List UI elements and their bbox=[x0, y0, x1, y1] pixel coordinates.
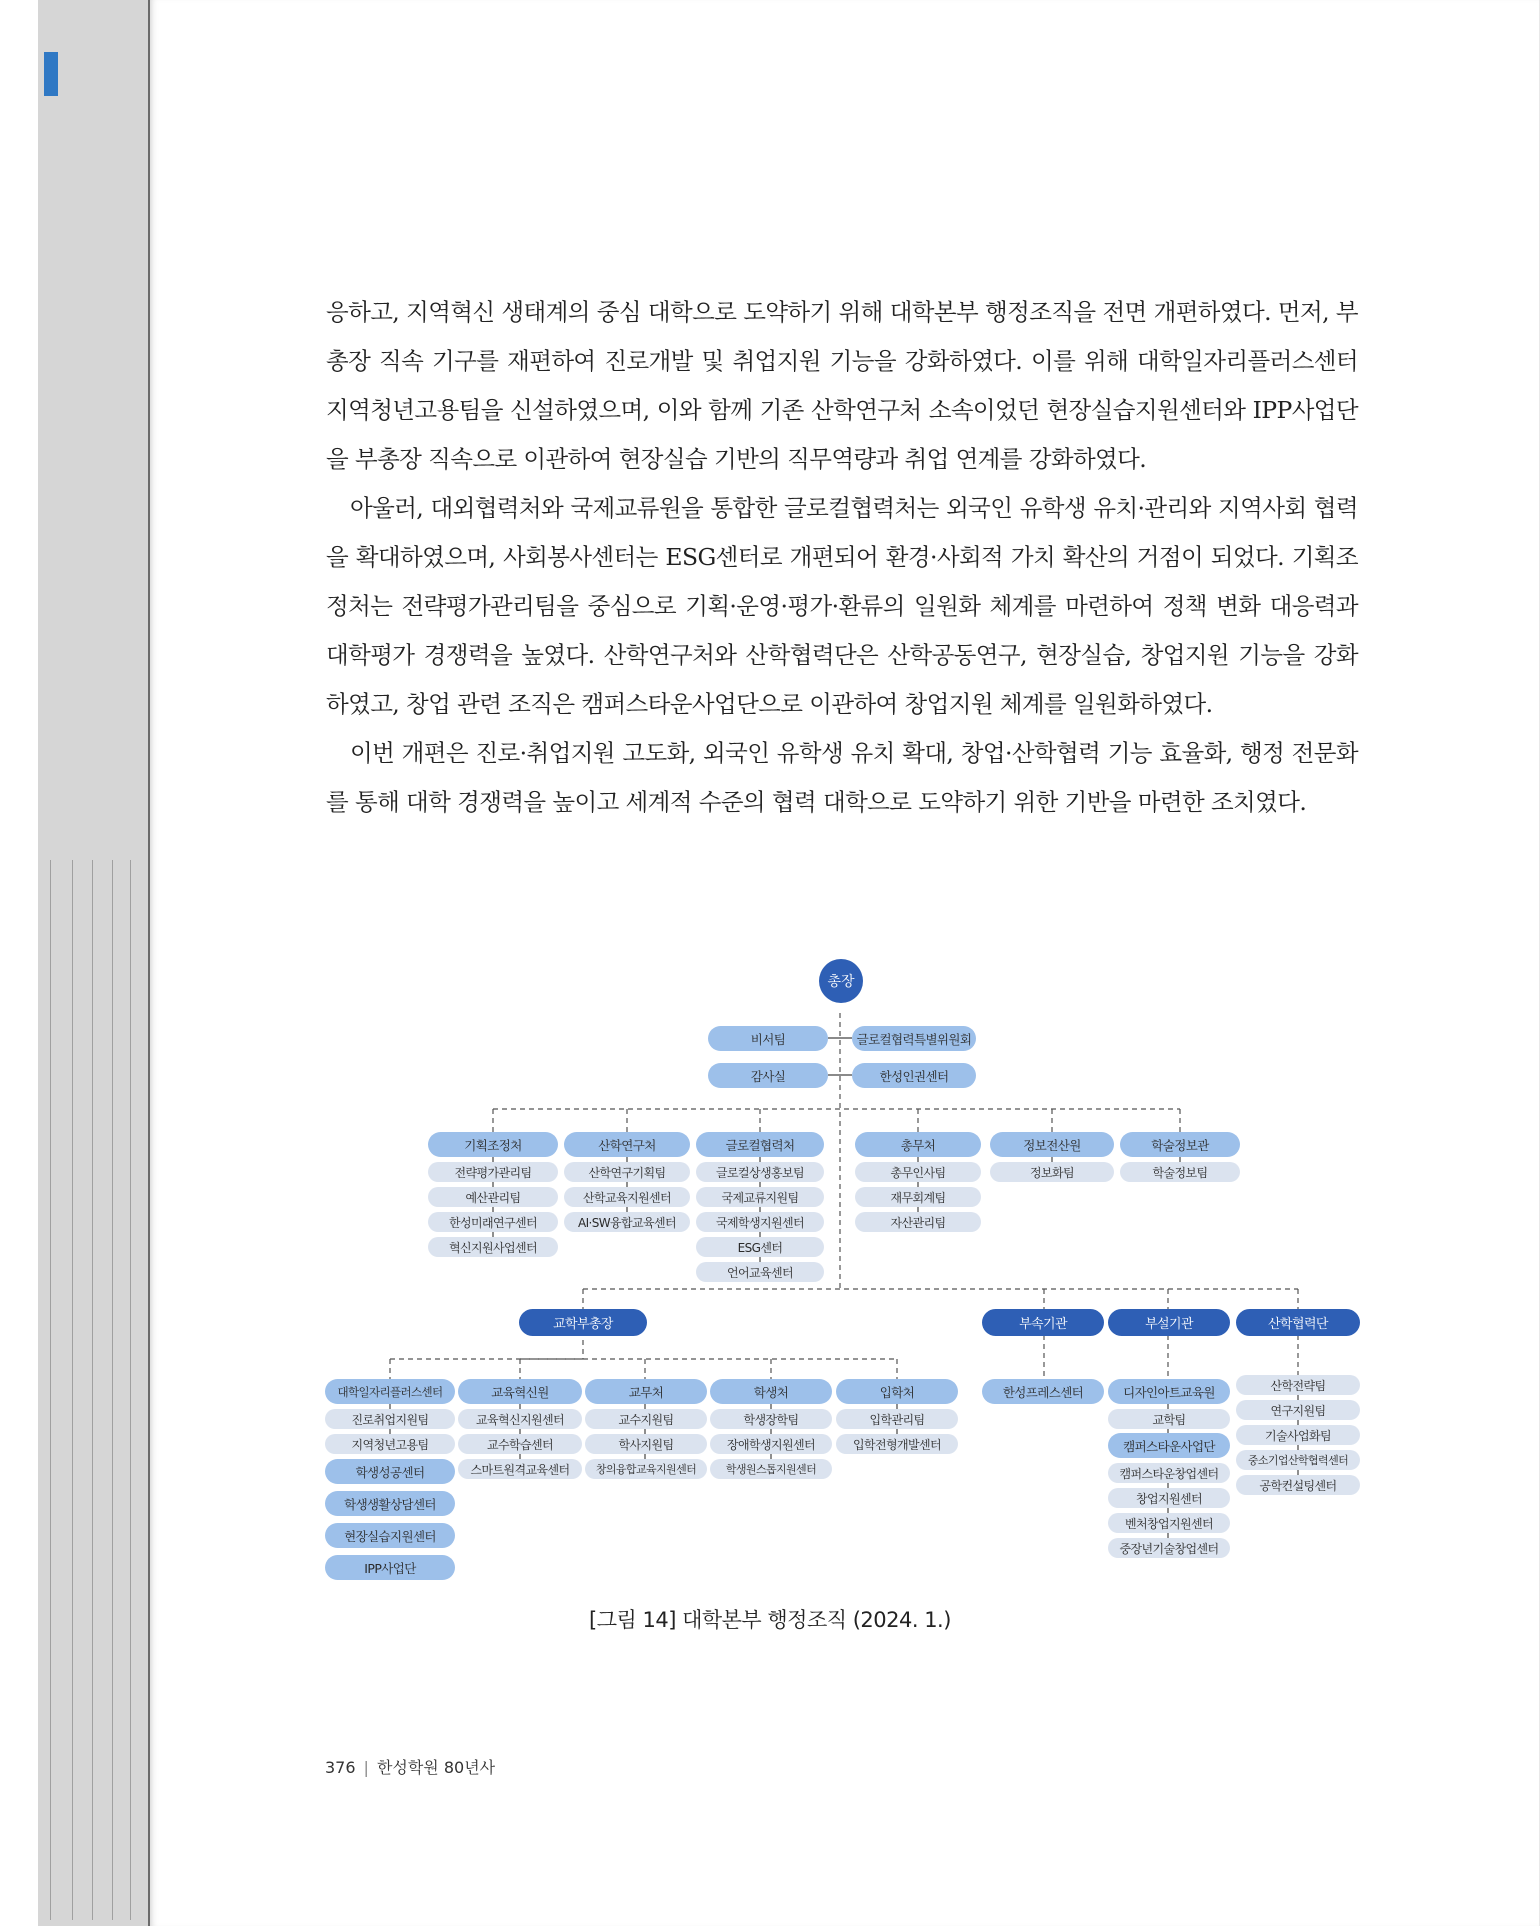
book-title: 한성학원 80년사 bbox=[376, 1758, 496, 1777]
dept-head: 현장실습지원센터 bbox=[325, 1523, 455, 1548]
dept-head: 산학연구처 bbox=[564, 1132, 690, 1157]
dept-head: 한성프레스센터 bbox=[982, 1379, 1104, 1404]
unit-box: 교수지원팀 bbox=[585, 1409, 707, 1429]
unit-box: 학사지원팀 bbox=[585, 1434, 707, 1454]
dept-head: 글로컬협력처 bbox=[696, 1132, 824, 1157]
dept-head: 대학일자리플러스센터 bbox=[325, 1379, 455, 1404]
unit-box: 진로취업지원팀 bbox=[325, 1409, 455, 1429]
book-page-stack bbox=[38, 0, 150, 1926]
unit-box: AI·SW융합교육센터 bbox=[564, 1212, 690, 1232]
industry-cooperation-node: 산학협력단 bbox=[1236, 1309, 1360, 1336]
staff-glocal-committee: 글로컬협력특별위원회 bbox=[852, 1026, 976, 1051]
unit-box: 산학교육지원센터 bbox=[564, 1187, 690, 1207]
dept-head: 캠퍼스타운사업단 bbox=[1108, 1433, 1230, 1458]
affiliated-institutions-node: 부속기관 bbox=[982, 1309, 1104, 1336]
page-number: 376 bbox=[325, 1758, 356, 1777]
unit-box: 창업지원센터 bbox=[1108, 1488, 1230, 1508]
unit-box: 창의융합교육지원센터 bbox=[585, 1459, 707, 1479]
unit-box: 정보화팀 bbox=[990, 1162, 1114, 1182]
president-node: 총장 bbox=[819, 959, 863, 1003]
dept-head: 교육혁신원 bbox=[458, 1379, 582, 1404]
dept-head: 학생처 bbox=[710, 1379, 832, 1404]
dept-head: 기획조정처 bbox=[428, 1132, 558, 1157]
dept-head: 학생생활상담센터 bbox=[325, 1491, 455, 1516]
dept-head: 디자인아트교육원 bbox=[1108, 1379, 1230, 1404]
dept-head: 교무처 bbox=[585, 1379, 707, 1404]
unit-box: 캠퍼스타운창업센터 bbox=[1108, 1463, 1230, 1483]
unit-box: 학생원스톱지원센터 bbox=[710, 1459, 832, 1479]
unit-box: 장애학생지원센터 bbox=[710, 1434, 832, 1454]
dept-head: IPP사업단 bbox=[325, 1555, 455, 1580]
unit-box: 산학전략팀 bbox=[1236, 1375, 1360, 1395]
chapter-tab bbox=[44, 52, 58, 96]
unit-box: 중장년기술창업센터 bbox=[1108, 1538, 1230, 1558]
dept-head: 총무처 bbox=[855, 1132, 981, 1157]
unit-box: 벤처창업지원센터 bbox=[1108, 1513, 1230, 1533]
org-chart bbox=[320, 955, 1370, 1595]
unit-box: 입학관리팀 bbox=[836, 1409, 958, 1429]
unit-box: 글로컬상생홍보팀 bbox=[696, 1162, 824, 1182]
unit-box: 한성미래연구센터 bbox=[428, 1212, 558, 1232]
unit-box: 연구지원팀 bbox=[1236, 1400, 1360, 1420]
vice-president-node: 교학부총장 bbox=[519, 1309, 647, 1336]
unit-box: 자산관리팀 bbox=[855, 1212, 981, 1232]
unit-box: 국제교류지원팀 bbox=[696, 1187, 824, 1207]
staff-human-rights-center: 한성인권센터 bbox=[852, 1063, 976, 1088]
unit-box: 교수학습센터 bbox=[458, 1434, 582, 1454]
unit-box: 공학컨설팅센터 bbox=[1236, 1475, 1360, 1495]
folio-divider: | bbox=[363, 1758, 369, 1777]
dept-head: 입학처 bbox=[836, 1379, 958, 1404]
unit-box: 학술정보팀 bbox=[1120, 1162, 1240, 1182]
dept-head: 정보전산원 bbox=[990, 1132, 1114, 1157]
unit-box: 혁신지원사업센터 bbox=[428, 1237, 558, 1257]
paragraph: 이번 개편은 진로·취업지원 고도화, 외국인 유학생 유치 확대, 창업·산학협력 기능 효율화, 행정 전문화를 통해 대학 경쟁력을 높이고 세계적 수준의 협력 대학으로 도약하기 위한 기반을 마련한 조치였다. bbox=[326, 739, 1358, 816]
dept-head: 학생성공센터 bbox=[325, 1459, 455, 1484]
unit-box: 총무인사팀 bbox=[855, 1162, 981, 1182]
unit-box: 예산관리팀 bbox=[428, 1187, 558, 1207]
unit-box: 산학연구기획팀 bbox=[564, 1162, 690, 1182]
figure-caption: [그림 14] 대학본부 행정조직 (2024. 1.) bbox=[589, 1608, 951, 1632]
unit-box: 교육혁신지원센터 bbox=[458, 1409, 582, 1429]
page-footer bbox=[325, 1755, 495, 1778]
dept-head: 학술정보관 bbox=[1120, 1132, 1240, 1157]
unit-box: ESG센터 bbox=[696, 1237, 824, 1257]
unit-box: 학생장학팀 bbox=[710, 1409, 832, 1429]
unit-box: 중소기업산학협력센터 bbox=[1236, 1450, 1360, 1470]
unit-box: 기술사업화팀 bbox=[1236, 1425, 1360, 1445]
staff-audit: 감사실 bbox=[708, 1063, 828, 1088]
unit-box: 입학전형개발센터 bbox=[836, 1434, 958, 1454]
unit-box: 교학팀 bbox=[1108, 1409, 1230, 1429]
paragraph: 아울러, 대외협력처와 국제교류원을 통합한 글로컬협력처는 외국인 유학생 유치·관리와 지역사회 협력을 확대하였으며, 사회봉사센터는 ESG센터로 개편되어 환경·사회적 가치 확산의 거점이 되었다. 기획조정처는 전략평가관리팀을 중심으로 기획·운영·평가·환류의 일원화 체계를 마련하여 정책 변화 대응력과 대학평가 경쟁력을 높였다. 산학연구처와 산학협력단은 산학공동연구, 현장실습, 창업지원 기능을 강화하였고, 창업 관련 조직은 캠퍼스타운사업단으로 이관하여 창업지원 체계를 일원화하였다. bbox=[326, 494, 1358, 718]
unit-box: 국제학생지원센터 bbox=[696, 1212, 824, 1232]
unit-box: 재무회계팀 bbox=[855, 1187, 981, 1207]
unit-box: 지역청년고용팀 bbox=[325, 1434, 455, 1454]
unit-box: 전략평가관리팀 bbox=[428, 1162, 558, 1182]
unit-box: 언어교육센터 bbox=[696, 1262, 824, 1282]
body-text bbox=[326, 288, 1358, 827]
unit-box: 스마트원격교육센터 bbox=[458, 1459, 582, 1479]
staff-secretary: 비서팀 bbox=[708, 1026, 828, 1051]
attached-institutions-node: 부설기관 bbox=[1108, 1309, 1230, 1336]
paragraph: 응하고, 지역혁신 생태계의 중심 대학으로 도약하기 위해 대학본부 행정조직을 전면 개편하였다. 먼저, 부총장 직속 기구를 재편하여 진로개발 및 취업지원 기능을 강화하였다. 이를 위해 대학일자리플러스센터 지역청년고용팀을 신설하였으며, 이와 함께 기존 산학연구처 소속이었던 현장실습지원센터와 IPP사업단을 부총장 직속으로 이관하여 현장실습 기반의 직무역량과 취업 연계를 강화하였다. bbox=[326, 298, 1358, 473]
